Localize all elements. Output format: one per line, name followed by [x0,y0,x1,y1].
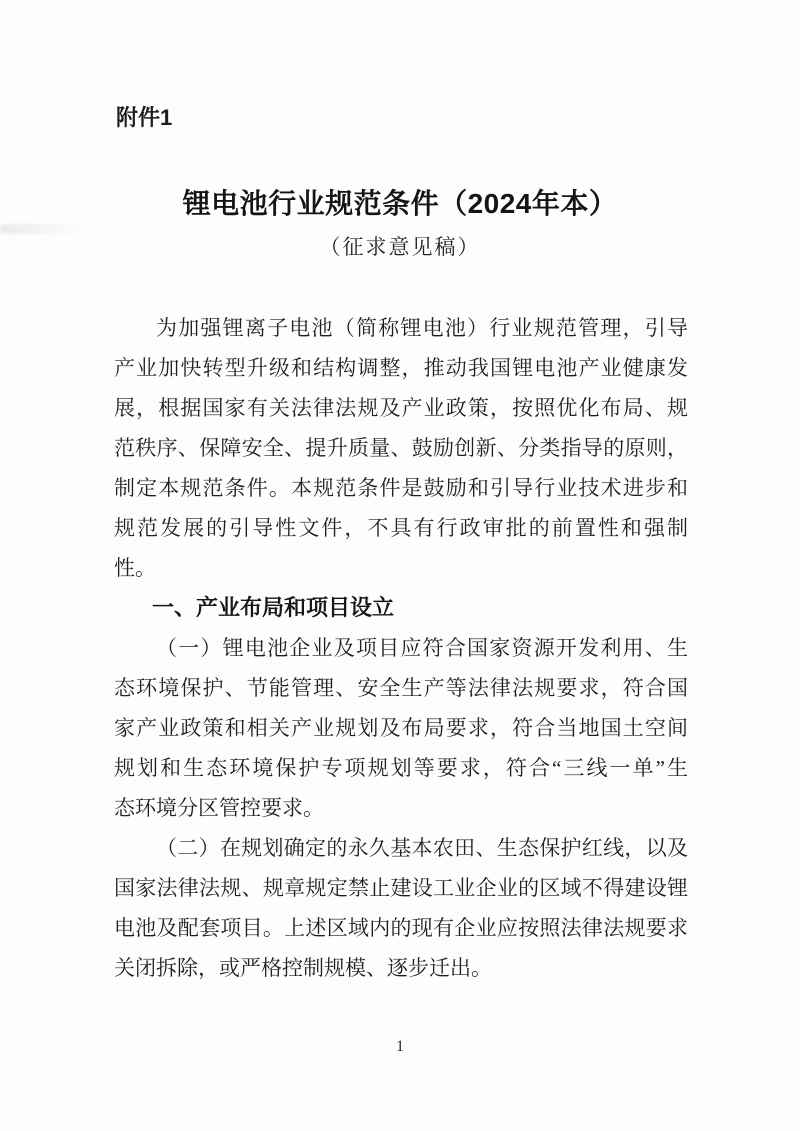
item-2-line-2: 国家法律法规、规章规定禁止建设工业企业的区域不得建设锂 [114,876,688,900]
intro-line-7: 性。 [114,556,156,580]
intro-line-1: 为加强锂离子电池（简称锂电池）行业规范管理，引导 [156,316,688,340]
item-1-line-4: 规划和生态环境保护专项规划等要求，符合“三线一单”生 [114,756,688,780]
document-subtitle: （征求意见稿） [319,235,481,259]
intro-line-2: 产业加快转型升级和结构调整，推动我国锂电池产业健康发 [114,356,688,380]
attachment-label: 附件1 [116,105,173,130]
item-1-line-1: （一）锂电池企业及项目应符合国家资源开发利用、生 [156,636,688,660]
section-1-heading: 一、产业布局和项目设立 [152,595,395,620]
page-number: 1 [396,1038,404,1055]
intro-line-6: 规范发展的引导性文件，不具有行政审批的前置性和强制 [114,516,688,540]
item-1-line-5: 态环境分区管控要求。 [114,796,324,820]
item-2-line-1: （二）在规划确定的永久基本农田、生态保护红线，以及 [156,836,688,860]
intro-line-5: 制定本规范条件。本规范条件是鼓励和引导行业技术进步和 [114,476,688,500]
intro-line-4: 范秩序、保障安全、提升质量、鼓励创新、分类指导的原则， [114,436,688,460]
item-2-line-4: 关闭拆除，或严格控制规模、逐步迁出。 [114,956,492,980]
document-body [114,308,688,988]
item-1-line-3: 家产业政策和相关产业规划及布局要求，符合当地国土空间 [114,716,688,740]
document-title: 锂电池行业规范条件（2024年本） [182,188,618,219]
item-1-line-2: 态环境保护、节能管理、安全生产等法律法规要求，符合国 [114,676,688,700]
intro-line-3: 展，根据国家有关法律法规及产业政策，按照优化布局、规 [114,396,688,420]
item-2-line-3: 电池及配套项目。上述区域内的现有企业应按照法律法规要求 [114,916,688,940]
